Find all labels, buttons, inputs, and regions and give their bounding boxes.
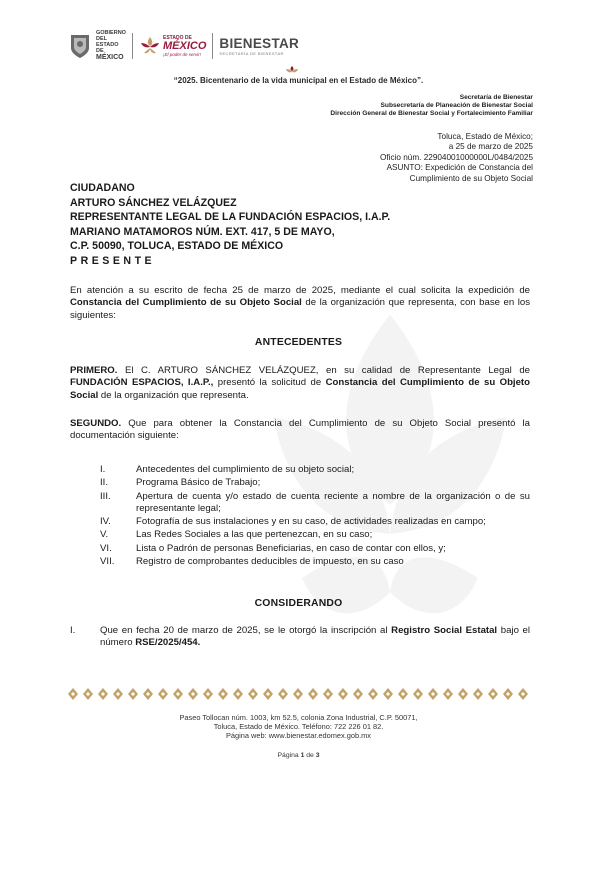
considerando-item xyxy=(70,625,530,650)
date-line: a 25 de marzo de 2025 xyxy=(448,142,533,152)
list-item-text: Las Redes Sociales a las que pertenezcan, en su caso; xyxy=(136,529,373,541)
bienestar-logo xyxy=(219,37,299,56)
list-item-text: Fotografía de sus instalaciones y en su caso, de actividades realizadas en campo; xyxy=(136,515,486,527)
recipient-block xyxy=(70,181,390,269)
border-motif xyxy=(128,688,138,700)
border-motif xyxy=(278,688,288,700)
gobierno-edomex-logo xyxy=(68,30,126,62)
border-motif xyxy=(83,688,93,700)
segundo-label: SEGUNDO. xyxy=(70,418,122,429)
border-motif xyxy=(188,688,198,700)
considerando-number: I. xyxy=(70,625,76,636)
border-motif xyxy=(203,688,213,700)
office-line-3: Dirección General de Bienestar Social y Fortalecimiento Familiar xyxy=(330,110,533,118)
presente-label: PRESENTE xyxy=(70,254,156,267)
mexico-flower-icon xyxy=(139,35,161,57)
small-flower-ornament-icon xyxy=(284,65,300,75)
border-motif xyxy=(368,688,378,700)
list-item xyxy=(100,477,530,489)
intro-text-a: En atención a su escrito de fecha 25 de marzo de 2025, mediante el cual solicita la expedición de xyxy=(70,285,530,296)
office-line-1: Secretaría de Bienestar xyxy=(459,94,533,101)
list-item-text: Programa Básico de Trabajo; xyxy=(136,477,261,489)
official-motto: “2025. Bicentenario de la vida municipal en el Estado de México”. xyxy=(173,76,424,85)
list-item-text: Apertura de cuenta y/o estado de cuenta reciente a nombre de la organización o de su representante legal; xyxy=(136,490,530,514)
office-line-2: Subsecretaría de Planeación de Bienestar Social xyxy=(380,102,533,110)
footer-line-3: Página web: www.bienestar.edomex.gob.mx xyxy=(225,731,372,741)
paragraph-primero xyxy=(70,365,530,402)
intro-paragraph xyxy=(70,285,530,322)
page-number xyxy=(0,752,597,759)
border-motif xyxy=(503,688,513,700)
gob-line-3: MÉXICO xyxy=(96,54,124,61)
recipient-city: C.P. 50090, TOLUCA, ESTADO DE MÉXICO xyxy=(70,240,284,253)
list-item xyxy=(100,491,530,515)
list-item-number: V. xyxy=(100,529,109,541)
list-item-number: VII. xyxy=(100,556,115,568)
border-motif xyxy=(473,688,483,700)
list-item-number: III. xyxy=(100,490,111,502)
border-motif xyxy=(518,688,528,700)
estado-de-mexico-logo xyxy=(139,35,206,57)
intro-text-c: de la organización que representa, con base en los siguientes: xyxy=(70,297,530,321)
border-motif xyxy=(308,688,318,700)
border-motif xyxy=(398,688,408,700)
gob-line-1: GOBIERNO DEL xyxy=(96,30,126,42)
considerando-text-a: Que en fecha 20 de marzo de 2025, se le otorgó la inscripción al xyxy=(100,625,392,636)
primero-text-c: presentó la solicitud de xyxy=(213,377,326,389)
list-item xyxy=(100,464,530,476)
border-motif xyxy=(143,688,153,700)
footer-address xyxy=(0,713,597,741)
considerando-text xyxy=(100,625,530,650)
recipient-position: REPRESENTANTE LEGAL DE LA FUNDACIÓN ESPACIOS, I.A.P. xyxy=(70,211,391,224)
place-line: Toluca, Estado de México; xyxy=(437,132,533,141)
paragraph-segundo xyxy=(70,418,530,443)
date-and-reference xyxy=(380,132,533,184)
primero-org-name: FUNDACIÓN ESPACIOS, I.A.P., xyxy=(70,377,214,389)
coat-of-arms-icon xyxy=(68,32,92,60)
list-item-number: IV. xyxy=(100,515,111,527)
list-item xyxy=(100,556,530,568)
list-item-text: Lista o Padrón de personas Beneficiarias, en caso de contar con ellos, y; xyxy=(136,542,446,554)
page-total: 3 xyxy=(315,752,320,759)
registro-social-label: Registro Social Estatal xyxy=(391,625,498,636)
header-divider-2 xyxy=(212,33,213,59)
border-motif xyxy=(218,688,228,700)
border-motif xyxy=(458,688,468,700)
border-motif xyxy=(338,688,348,700)
border-motif xyxy=(68,688,78,700)
segundo-text: Que para obtener la Constancia del Cumplimiento de su Objeto Social presentó la documentación siguiente: xyxy=(70,418,530,442)
list-item-number: II. xyxy=(100,477,108,489)
border-motif xyxy=(443,688,453,700)
decorative-border xyxy=(66,686,528,702)
primero-text-a: El C. ARTURO SÁNCHEZ VELÁZQUEZ, en su calidad de Representante Legal de xyxy=(117,365,530,376)
footer-line-2: Toluca, Estado de México. Teléfono: 722 226 01 82. xyxy=(213,722,384,732)
border-motif xyxy=(488,688,498,700)
header-divider xyxy=(132,33,133,59)
list-item-number: VI. xyxy=(100,542,112,554)
border-motif xyxy=(353,688,363,700)
primero-label: PRIMERO. xyxy=(70,365,118,376)
recipient-name: ARTURO SÁNCHEZ VELÁZQUEZ xyxy=(70,196,237,209)
mex-estado-label: ESTADO DE xyxy=(163,35,192,41)
recipient-title: CIUDADANO xyxy=(70,182,135,194)
list-item xyxy=(100,529,530,541)
primero-text-e: de la organización que representa. xyxy=(98,389,249,401)
bienestar-title: BIENESTAR xyxy=(219,35,300,51)
footer-line-1: Paseo Tollocan núm. 1003, km 52.5, colonia Zona Industrial, C.P. 50071, xyxy=(179,713,418,722)
border-motif xyxy=(263,688,273,700)
border-motif xyxy=(383,688,393,700)
border-motif xyxy=(158,688,168,700)
mex-tagline: ¡El poder de servir! xyxy=(163,52,202,57)
gobierno-edomex-text xyxy=(96,30,126,62)
issuing-office xyxy=(330,94,533,119)
border-motif xyxy=(323,688,333,700)
page-of: de xyxy=(304,752,316,759)
border-motif xyxy=(113,688,123,700)
list-item-text: Antecedentes del cumplimiento de su objeto social; xyxy=(136,464,355,475)
border-motif xyxy=(248,688,258,700)
mex-main-label: MÉXICO xyxy=(163,40,207,52)
letterhead xyxy=(68,28,299,64)
border-motif xyxy=(428,688,438,700)
asunto-line-2: Cumplimiento de su Objeto Social xyxy=(409,173,533,183)
bienestar-subtitle: SECRETARÍA DE BIENESTAR xyxy=(219,50,284,56)
border-motif xyxy=(98,688,108,700)
considerando-text-c: bajo el número xyxy=(100,625,531,649)
border-motif xyxy=(413,688,423,700)
list-item-text: Registro de comprobantes deducibles de impuesto, en su caso xyxy=(136,556,404,568)
heading-antecedentes: ANTECEDENTES xyxy=(254,337,343,348)
recipient-address: MARIANO MATAMOROS NÚM. EXT. 417, 5 DE MAYO, xyxy=(70,225,335,238)
oficio-number: Oficio núm. 22904001000000L/0484/2025 xyxy=(380,152,533,162)
primero-constancia: Constancia del Cumplimiento de su Objeto Social xyxy=(70,377,530,401)
page-label: Página xyxy=(277,752,301,759)
documentation-list xyxy=(100,464,530,570)
gob-line-2: ESTADO DE xyxy=(96,42,119,54)
border-motif xyxy=(293,688,303,700)
list-item xyxy=(100,516,530,528)
page-current: 1 xyxy=(300,752,305,759)
list-item xyxy=(100,543,530,555)
heading-considerando: CONSIDERANDO xyxy=(254,598,343,609)
asunto-line-1: ASUNTO: Expedición de Constancia del xyxy=(386,163,533,173)
list-item-number: I. xyxy=(100,464,106,475)
border-motif xyxy=(233,688,243,700)
registro-number: RSE/2025/454. xyxy=(135,637,201,649)
intro-text-bold: Constancia del Cumplimiento de su Objeto Social xyxy=(70,297,302,309)
border-motif xyxy=(173,688,183,700)
